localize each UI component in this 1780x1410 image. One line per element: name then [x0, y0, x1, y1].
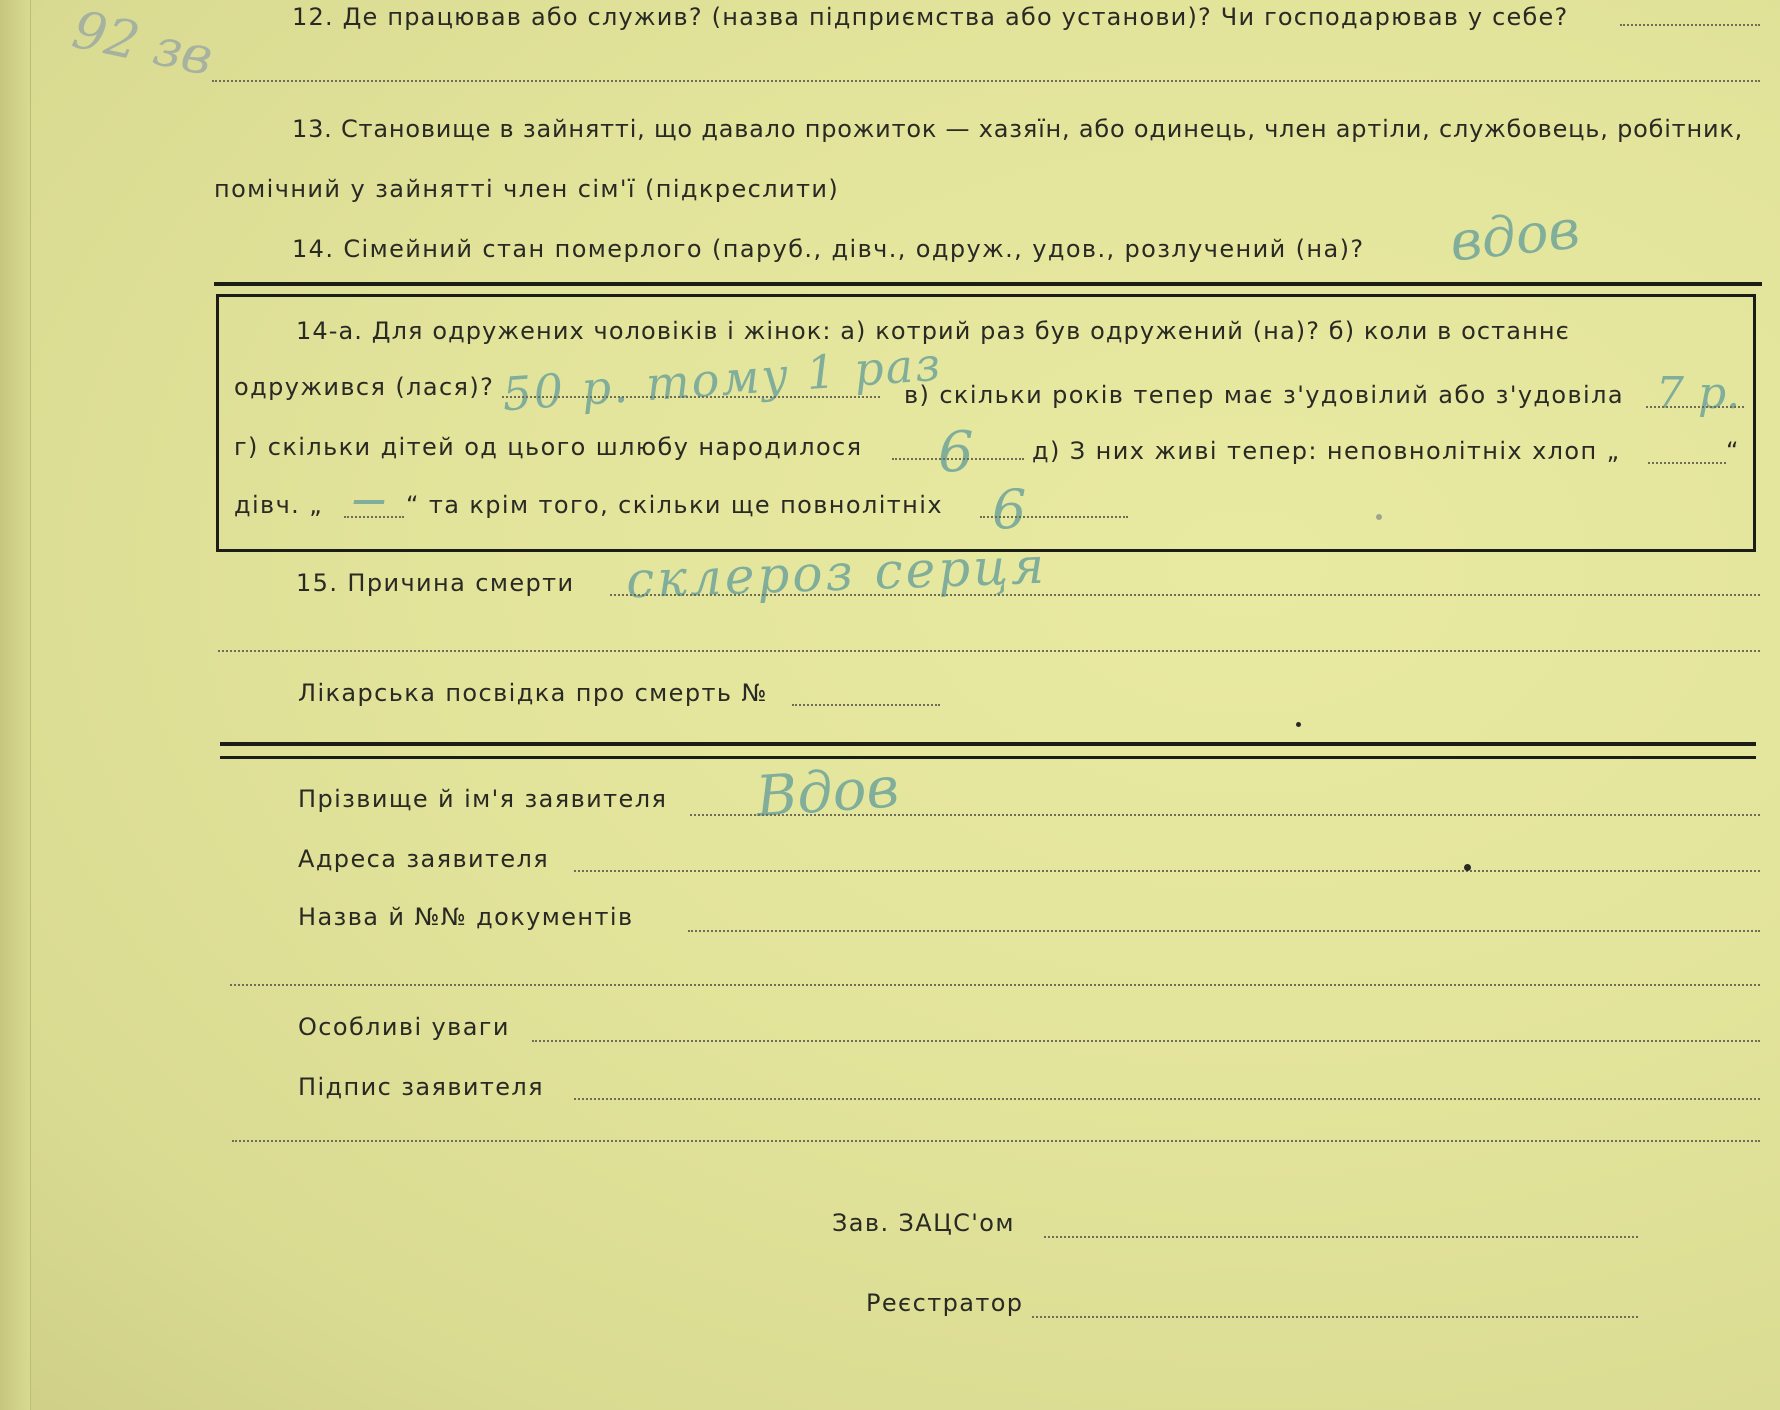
applicant-documents-label: Назва й №№ документів — [298, 903, 634, 931]
paper-fold-edge — [0, 0, 31, 1410]
margin-note: 92 зв — [67, 0, 219, 89]
section-rule-top — [214, 282, 1762, 286]
registrar-signature-line — [1032, 1316, 1638, 1318]
q15-label: 15. Причина смерти — [296, 569, 575, 597]
ink-speck — [1376, 514, 1382, 520]
q14a-widowed-years-label: в) скільки років тепер має з'удовілий або з'удовіла — [904, 381, 1624, 409]
ink-speck — [1296, 722, 1301, 727]
q14a-widowed-years-line — [1646, 406, 1744, 408]
q14a-minor-girls-label: дівч. „ — [234, 491, 324, 519]
applicant-documents-line-2 — [230, 984, 1760, 986]
applicant-remarks-line — [532, 1040, 1760, 1042]
q15-answer: склероз серця — [625, 536, 1049, 610]
applicant-signature-line-2 — [232, 1140, 1760, 1142]
q14a-widowed-years-answer: 7 р. — [1656, 368, 1741, 419]
applicant-remarks-label: Особливі уваги — [298, 1013, 510, 1041]
applicant-signature-label: Підпис заявителя — [298, 1073, 544, 1101]
q13-label-line1: 13. Становище в зайнятті, що давало прожиток — хазяїн, або одинець, член артіли, службовець, робітник, — [292, 115, 1744, 143]
q14a-minor-girls-answer: — — [352, 480, 386, 520]
q14a-line1: 14-а. Для одружених чоловіків і жінок: а) котрий раз був одружений (на)? б) коли в останнє — [296, 317, 1570, 345]
q14a-line2-label: одружився (лася)? — [234, 373, 495, 401]
head-zags-signature-line — [1044, 1236, 1638, 1238]
q14a-children-born-label: г) скільки дітей од цього шлюбу народилося — [234, 433, 863, 461]
q14a-children-born-line — [892, 458, 1024, 460]
applicant-documents-line — [688, 930, 1760, 932]
medical-number-line — [792, 704, 940, 706]
q14a-married-when-line — [502, 396, 880, 398]
q12-label: 12. Де працював або служив? (назва підприємства або установи)? Чи господарював у себе? — [292, 3, 1569, 31]
head-zags-label: Зав. ЗАЦС'ом — [832, 1209, 1015, 1237]
applicant-name-line — [690, 814, 1760, 816]
q13-label-line2: помічний у зайнятті член сім'ї (підкреслити) — [214, 175, 840, 203]
applicant-name-label: Прізвище й ім'я заявителя — [298, 785, 668, 813]
applicant-name-answer: Вдов — [753, 755, 902, 830]
medical-label: Лікарська посвідка про смерть № — [298, 679, 768, 707]
q14a-married-when-answer: 50 р. тому 1 раз — [500, 336, 944, 422]
q14a-minor-girls-line — [344, 516, 404, 518]
q14-answer: вдов — [1447, 197, 1583, 274]
q14a-children-born-answer: 6 — [938, 420, 974, 485]
section-rule-double-1 — [220, 742, 1756, 746]
registrar-label: Реєстратор — [866, 1289, 1024, 1317]
q15-line — [610, 594, 1760, 596]
q14a-minor-boys-label: д) З них живі тепер: неповнолітніх хлоп „ — [1032, 437, 1621, 465]
applicant-address-line — [574, 870, 1760, 872]
q14a-minor-boys-close-quote: “ — [1726, 437, 1740, 465]
applicant-signature-line — [574, 1098, 1760, 1100]
q14a-adult-label: “ та крім того, скільки ще повнолітніх — [406, 491, 943, 519]
q14a-minor-boys-line — [1648, 462, 1726, 464]
q12-dotted-line — [1620, 24, 1760, 26]
q14a-adult-line — [980, 516, 1128, 518]
q14a-adult-answer: 6 — [992, 478, 1027, 541]
section-rule-double-2 — [220, 756, 1756, 759]
q14-label: 14. Сімейний стан померлого (паруб., дівч., одруж., удов., розлучений (на)? — [292, 235, 1365, 263]
q12-dotted-line-2 — [212, 80, 1760, 82]
applicant-address-label: Адреса заявителя — [298, 845, 550, 873]
q15-line-2 — [218, 650, 1760, 652]
ink-speck — [1464, 864, 1471, 871]
